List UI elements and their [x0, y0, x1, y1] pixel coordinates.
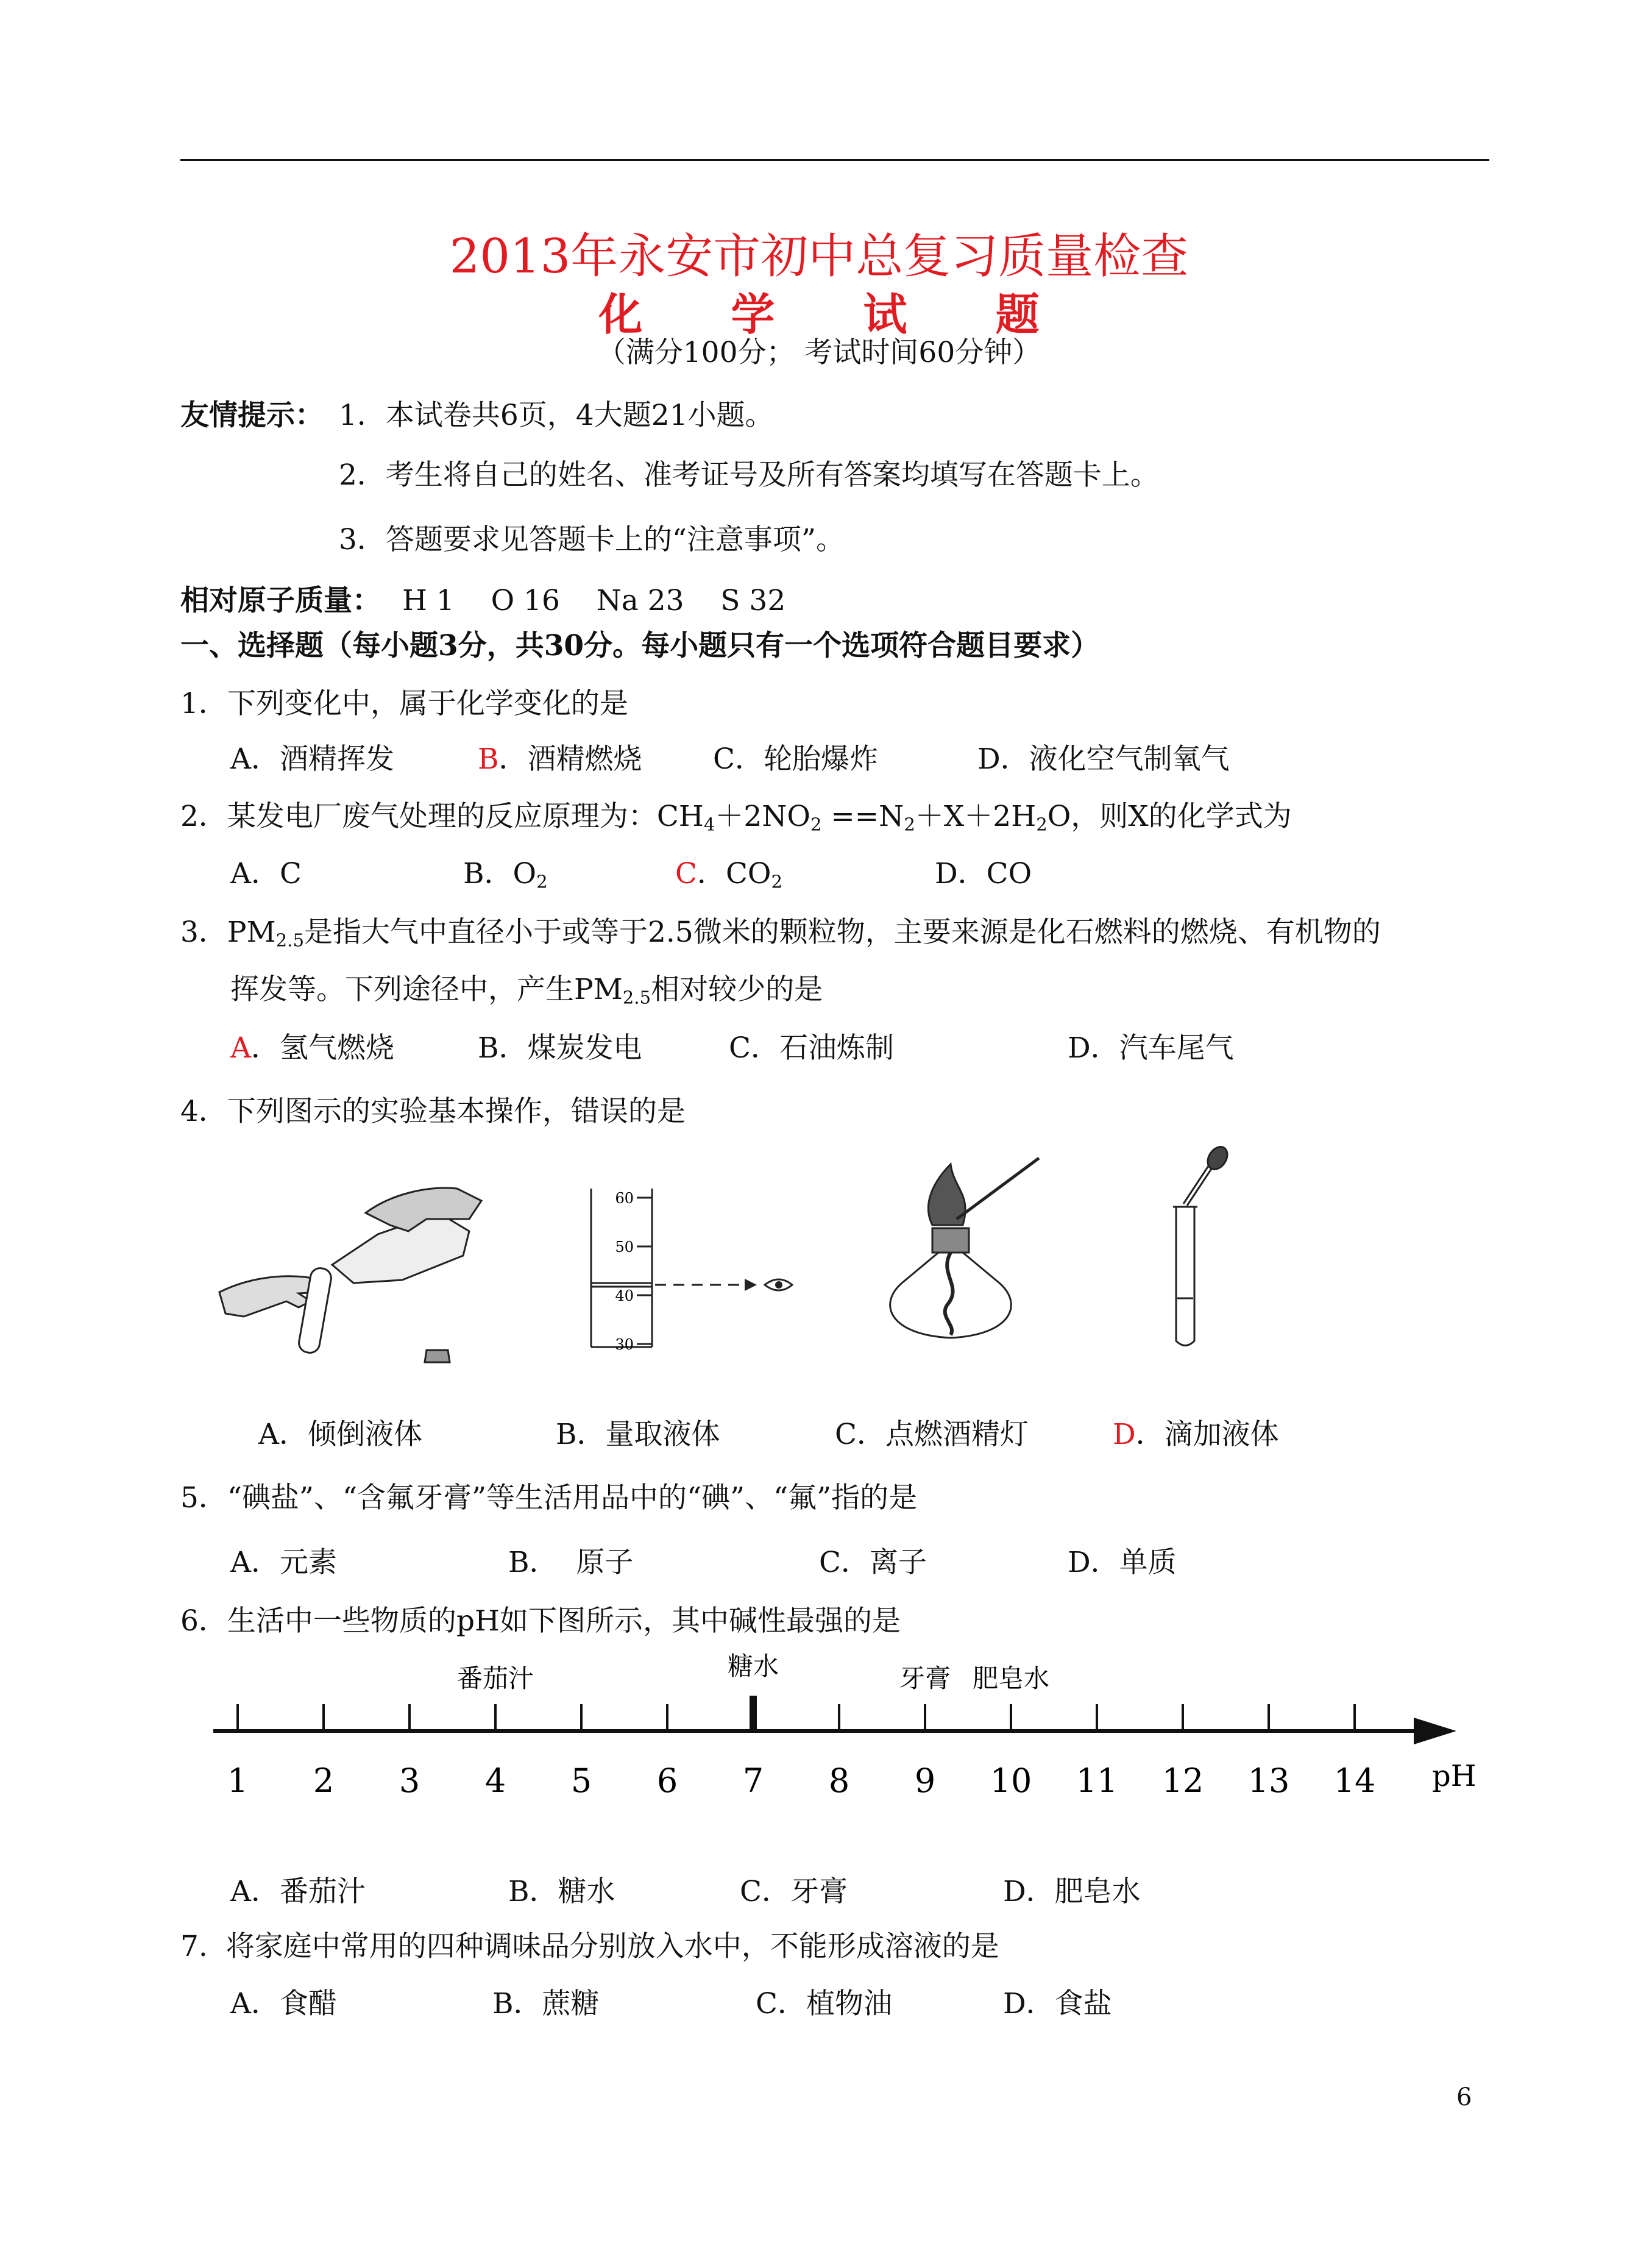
atomic-mass-label: 相对原子质量：: [180, 584, 381, 617]
q7-option-c: C．植物油: [756, 1987, 892, 2021]
ph-number-4: 4: [484, 1761, 506, 1800]
tip-item-2: 2．考生将自己的姓名、准考证号及所有答案均填写在答题卡上。: [339, 458, 1159, 492]
q6-option-b: B．糖水: [508, 1875, 615, 1908]
q1-option-d: D．液化空气制氧气: [977, 742, 1230, 776]
q4-option-c: C．点燃酒精灯: [835, 1418, 1029, 1451]
page-number: 6: [1456, 2083, 1472, 2111]
ph-number-12: 12: [1161, 1761, 1204, 1800]
q5-stem: 5．“碘盐”、“含氟牙膏”等生活用品中的“碘”、“氟”指的是: [180, 1481, 918, 1515]
ph-number-3: 3: [399, 1761, 420, 1800]
exam-subtitle: （满分100分； 考试时间60分钟）: [597, 336, 1041, 369]
q3-option-b: B．煤炭发电: [478, 1031, 642, 1065]
subject-title: 化 学 试 题: [598, 288, 1076, 340]
figure-dropper: [1140, 1146, 1237, 1353]
figure-alcohol-lamp: [865, 1152, 1048, 1353]
ph-scale-diagram: [201, 1646, 1481, 1822]
ph-number-14: 14: [1333, 1761, 1376, 1800]
top-rule: [180, 159, 1489, 161]
ph-number-8: 8: [828, 1761, 850, 1800]
ph-number-11: 11: [1076, 1761, 1118, 1800]
q7-stem: 7. 将家庭中常用的四种调味品分别放入水中，不能形成溶液的是: [180, 1930, 999, 1963]
q5-option-c: C．离子: [819, 1546, 927, 1579]
ph-number-9: 9: [914, 1761, 936, 1800]
ph-substance-label: 牙膏: [899, 1663, 951, 1693]
q2-stem: 2．某发电厂废气处理的反应原理为：$CH_4+2NO_2 ==N_2+X+2H_2O$，则X的化学式为: [180, 800, 1292, 835]
q5-option-a: A．元素: [230, 1546, 337, 1579]
q1-option-a: A．酒精挥发: [230, 742, 394, 776]
ph-number-1: 1: [227, 1761, 249, 1800]
q1-option-b: B．酒精燃烧: [478, 742, 642, 776]
ph-substance-label: 糖水: [727, 1651, 779, 1681]
q3-option-c: C．石油炼制: [729, 1031, 894, 1065]
ph-axis-arrow: [1414, 1718, 1456, 1744]
q4-option-d: D．滴加液体: [1113, 1418, 1279, 1451]
ph-substance-label: 番茄汁: [456, 1663, 534, 1693]
ph-number-10: 10: [990, 1761, 1032, 1800]
q2-option-a: A．C: [230, 857, 302, 890]
cylinder-tick-30: 30: [615, 1336, 634, 1353]
q7-option-d: D．食盐: [1003, 1987, 1112, 2021]
q3-option-a: A．氢气燃烧: [230, 1031, 394, 1065]
q6-option-a: A．番茄汁: [230, 1875, 366, 1908]
ph-number-7: 7: [742, 1761, 764, 1800]
atomic-mass-values: H 1 O 16 Na 23 S 32: [402, 584, 786, 617]
ph-axis-label: pH: [1432, 1759, 1477, 1793]
q3-option-d: D．汽车尾气: [1068, 1031, 1234, 1065]
tips-label: 友情提示：: [180, 399, 324, 432]
q3-stem-line1: 3．$PM_{2.5}$是指大气中直径小于或等于2.5微米的颗粒物，主要来源是化石燃料的燃烧、有机物的: [180, 915, 1381, 951]
ph-substance-label: 肥皂水: [972, 1663, 1050, 1693]
q4-option-b: B．量取液体: [556, 1418, 720, 1451]
figure-pouring-liquid: [207, 1176, 500, 1371]
q2-option-c: C．$CO_2$: [675, 857, 782, 892]
cylinder-tick-40: 40: [615, 1287, 634, 1304]
q4-stem: 4．下列图示的实验基本操作，错误的是: [180, 1095, 686, 1128]
figure-graduated-cylinder: [585, 1182, 804, 1359]
section-heading: 一、选择题（每小题3分，共30分。每小题只有一个选项符合题目要求）: [180, 629, 1100, 663]
cylinder-tick-60: 60: [615, 1190, 634, 1207]
tip-item-1: 1．本试卷共6页，4大题21小题。: [339, 399, 774, 432]
q6-option-c: C．牙膏: [740, 1875, 848, 1908]
q1-answer-letter: B: [478, 742, 499, 776]
ph-number-13: 13: [1247, 1761, 1290, 1800]
q2-option-d: D．CO: [935, 857, 1032, 890]
q6-stem: 6．生活中一些物质的pH如下图所示，其中碱性最强的是: [180, 1604, 901, 1638]
q4-option-a: A．倾倒液体: [258, 1418, 422, 1451]
q7-option-b: B．蔗糖: [492, 1987, 600, 2021]
q1-option-c: C．轮胎爆炸: [713, 742, 878, 776]
q1-stem: 1．下列变化中，属于化学变化的是: [180, 687, 628, 720]
q4-answer-letter: D: [1113, 1418, 1136, 1451]
q3-stem-line2: 挥发等。下列途径中，产生$PM_{2.5}$相对较少的是: [230, 973, 823, 1008]
q2-answer-letter: C: [675, 857, 697, 890]
q5-option-b: B． 原子: [508, 1546, 634, 1579]
q2-option-b: B．$O_2$: [463, 857, 548, 892]
ph-number-5: 5: [570, 1761, 592, 1800]
q5-option-d: D．单质: [1068, 1546, 1177, 1579]
tip-item-3: 3．答题要求见答题卡上的“注意事项”。: [339, 523, 845, 556]
ph-number-6: 6: [656, 1761, 678, 1800]
cylinder-tick-50: 50: [615, 1239, 634, 1256]
ph-number-2: 2: [313, 1761, 335, 1800]
q3-answer-letter: A: [230, 1031, 251, 1065]
q6-option-d: D．肥皂水: [1003, 1875, 1141, 1908]
q7-option-a: A．食醋: [230, 1987, 337, 2021]
exam-title: 2013年永安市初中总复习质量检查: [449, 229, 1189, 284]
